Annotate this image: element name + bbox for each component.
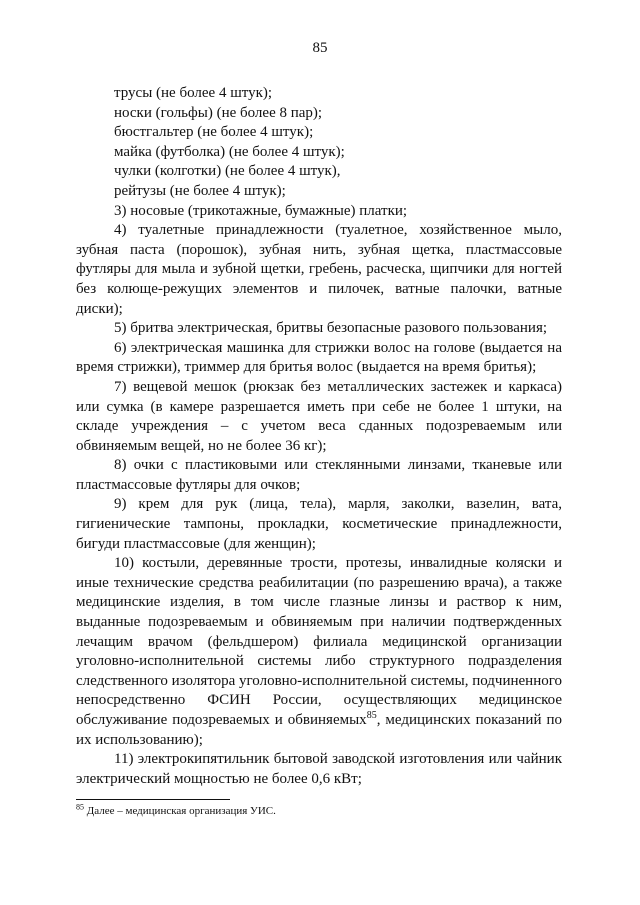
list-item: трусы (не более 4 штук); (114, 85, 273, 101)
footnote (76, 804, 562, 818)
list-item (76, 554, 562, 750)
footnote-mark: 85 (76, 802, 84, 812)
list-item: 11) электрокипятильник бытовой заводской изготовления или чайник электрический мощностью не более 0,6 кВт; (76, 751, 562, 787)
list-item: майка (футболка) (не более 4 штук); (114, 143, 345, 160)
list-item: 4) туалетные принадлежности (туалетное, хозяйственное мыло, зубная паста (порошок), зубная нить, зубная щетка, пластмассовые футляры для мыла и зубной щетки, гребень, расческа, щипчики для ногтей без колюще-режущих элементов и пилочек, ватные палочки, ватные диски); (76, 222, 562, 317)
list-item: 6) электрическая машинка для стрижки волос на голове (выдается на время стрижки), триммер для бритья волос (выдается на время бритья); (76, 339, 562, 376)
list-item: бюстгальтер (не более 4 штук); (114, 124, 314, 141)
list-item: 3) носовые (трикотажные, бумажные) платки; (114, 202, 408, 219)
page-number: 85 (312, 40, 328, 56)
list-item: 9) крем для рук (лица, тела), марля, заколки, вазелин, вата, гигиенические тампоны, прокладки, косметические принадлежности, бигуди пластмассовые (для женщин); (76, 496, 562, 552)
list-item: 5) бритва электрическая, бритвы безопасные разового пользования; (114, 320, 548, 337)
list-item: носки (гольфы) (не более 8 пар); (114, 104, 323, 121)
footnote-divider (76, 799, 230, 800)
list-item: 7) вещевой мешок (рюкзак без металлических застежек и каркаса) или сумка (в камере разрешается иметь при себе не более 1 штуки, на складе учреждения – с учетом веса сданных подозреваемым или обвиняемым вещей, но не более 36 кг); (76, 378, 562, 454)
paragraph-text: 10) костыли, деревянные трости, протезы, инвалидные коляски и иные технические средства реабилитации (по разрешению врача), а также медицинские изделия, в том числе глазные линзы и раствор к ним, выданные подозреваемым и обвиняемым при наличии подтвержденных лечащим врачом (фельдшером) филиала медицинской организации уголовно-исполнительной системы либо структурного подразделения следственного изолятора уголовно-исполнительной системы, подчиненного непосредственно ФСИН России, осуществляющих медицинское обслуживание подозреваемых и обвиняемых (76, 555, 563, 728)
list-item: 8) очки с пластиковыми или стеклянными линзами, тканевые или пластмассовые футляры для очков; (76, 457, 562, 493)
list-item: рейтузы (не более 4 штук); (114, 182, 286, 199)
footnote-text: Далее – медицинская организация УИС. (86, 805, 276, 817)
paragraph-text-continuation: , медицинских показаний по их использованию); (76, 712, 562, 748)
footnote-reference[interactable]: 85 (366, 710, 377, 721)
document-body (76, 84, 562, 789)
list-item: чулки (колготки) (не более 4 штук), (114, 163, 341, 180)
